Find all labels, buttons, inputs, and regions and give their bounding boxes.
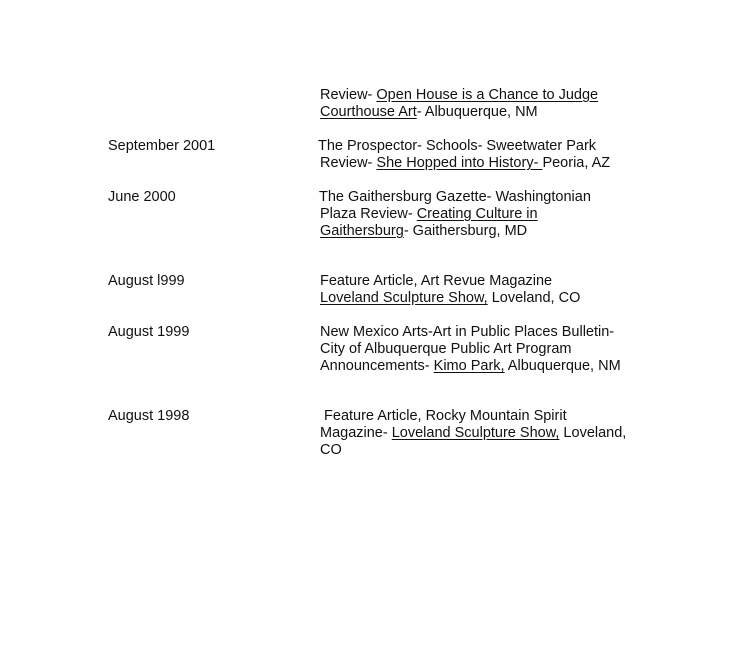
description-line — [319, 189, 649, 206]
text-run: City of Albuquerque Public Art Program — [320, 341, 572, 357]
description-line — [320, 290, 650, 307]
text-run: - Gaithersburg, MD — [403, 223, 528, 239]
description-line — [320, 425, 650, 442]
entry-description — [319, 189, 649, 240]
entry-description — [320, 87, 650, 121]
text-run: Loveland, CO — [487, 290, 581, 306]
description-line — [320, 87, 650, 104]
text-run: Plaza Review- — [320, 206, 417, 222]
text-run: Review- — [320, 87, 377, 103]
text-run: Albuquerque, NM — [504, 358, 621, 374]
description-line — [320, 155, 648, 172]
description-line — [320, 104, 650, 121]
description-line — [320, 341, 650, 358]
entry-description — [320, 324, 650, 375]
text-run: New Mexico Arts-Art in Public Places Bulletin- — [320, 324, 615, 340]
article-title: Kimo Park, — [433, 358, 505, 374]
description-line — [320, 324, 650, 341]
text-run: Feature Article, Rocky Mountain Spirit — [320, 408, 567, 424]
text-run: Peoria, AZ — [542, 155, 611, 171]
article-title: She Hopped into History- — [376, 155, 543, 171]
description-line — [320, 358, 650, 375]
article-title: Creating Culture in — [416, 206, 538, 222]
article-title: Courthouse Art — [320, 104, 417, 120]
entry-description — [318, 138, 648, 172]
text-run: Loveland, — [559, 425, 627, 441]
description-line — [318, 138, 648, 155]
text-run: Announcements- — [320, 358, 434, 374]
entry-date: September 2001 — [108, 138, 216, 154]
text-run: Review- — [320, 155, 377, 171]
description-line — [320, 206, 649, 223]
description-line — [320, 442, 650, 459]
text-run: - Albuquerque, NM — [416, 104, 538, 120]
text-run: CO — [320, 442, 342, 458]
article-title: Loveland Sculpture Show, — [391, 425, 560, 441]
entry-description — [320, 408, 650, 459]
description-line — [320, 408, 650, 425]
entry-description — [320, 273, 650, 307]
entry-date: June 2000 — [108, 189, 176, 205]
article-title: Loveland Sculpture Show, — [320, 290, 488, 306]
text-run: Magazine- — [320, 425, 392, 441]
description-line — [320, 273, 650, 290]
entry-date: August l999 — [108, 273, 185, 289]
text-run: The Gaithersburg Gazette- Washingtonian — [319, 189, 591, 205]
text-run: The Prospector- Schools- Sweetwater Park — [318, 138, 597, 154]
description-line — [320, 223, 649, 240]
text-run: Feature Article, Art Revue Magazine — [320, 273, 553, 289]
entry-date: August 1998 — [108, 408, 190, 424]
article-title: Open House is a Chance to Judge — [376, 87, 599, 103]
entry-date: August 1999 — [108, 324, 190, 340]
article-title: Gaithersburg — [320, 223, 404, 239]
